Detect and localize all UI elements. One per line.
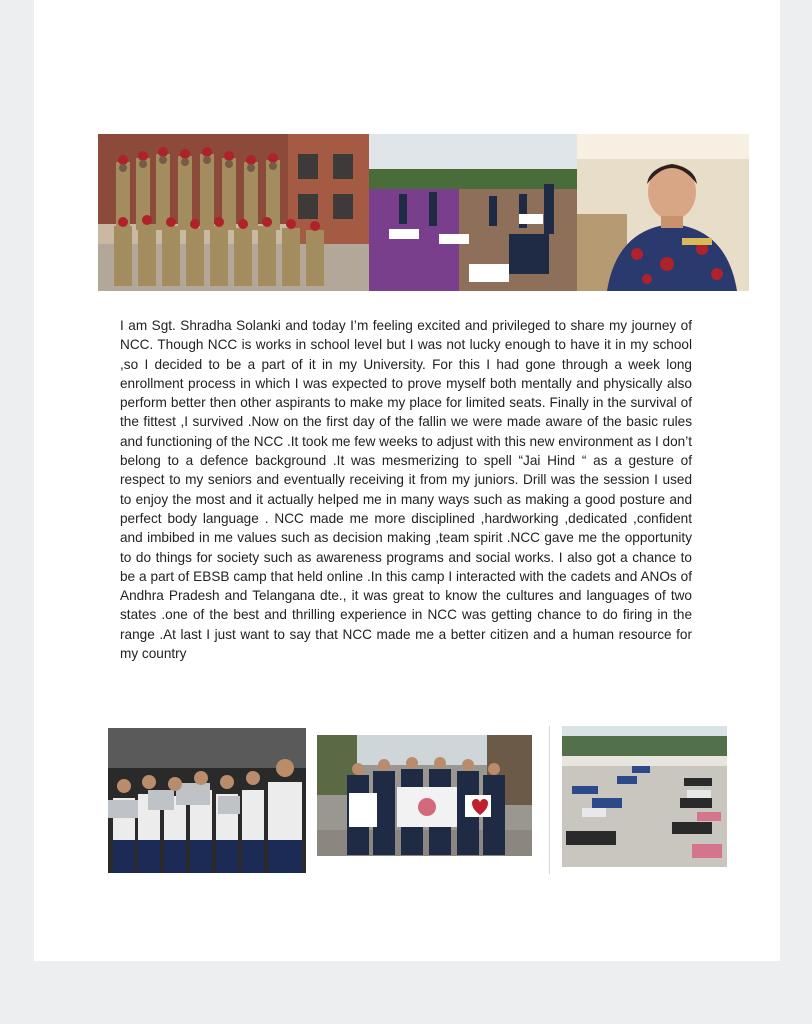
- cadet-portrait-photo: [577, 134, 749, 291]
- outdoor-exercise-photo: [562, 726, 727, 867]
- cadets-group-photo: [98, 134, 369, 291]
- cadets-with-utensils-photo: [108, 728, 306, 873]
- article-body-text: I am Sgt. Shradha Solanki and today I’m feeling excited and privileged to share my journey of NCC. Though NCC is works in school level but I was not lucky enough to have it in my school ,so I decided to be a part of it in my University. For this I had gone through a week long enrollment process in which I was expected to prove myself both mentally and physically also perform better then other aspirants to make my place for limited seats. Finally in the survival of the fittest ,I survived .Now on the first day of the fallin we were made aware of the basic rules and functioning of the NCC .It took me few weeks to adjust with this new environment as I don’t belong to a defence background .It was mesmerizing to spell “Jai Hind “ as a gesture of respect to my seniors and eventually receiving it from my juniors. Drill was the session I used to enjoy the most and it actually helped me in many ways such as making a good posture and perfect body language . NCC made me more disciplined ,hardworking ,dedicated ,confident and imbibed in me values such as decision making ,team spirit .NCC gave me the opportunity to do things for society such as awareness programs and social works. I also got a chance to be a part of EBSB camp that held online .In this camp I interacted with the cadets and ANOs of Andhra Pradesh and Telangana dte., it was great to know the cultures and languages of two states .one of the best and thrilling experience in NCC was getting chance to do firing in the range .At last I just want to say that NCC made me a better citizen and a human resource for my country: [120, 318, 692, 662]
- photo-divider: [549, 726, 550, 874]
- yoga-session-photo: [369, 134, 577, 291]
- awareness-rally-photo: [317, 735, 532, 856]
- document-page: [34, 0, 780, 961]
